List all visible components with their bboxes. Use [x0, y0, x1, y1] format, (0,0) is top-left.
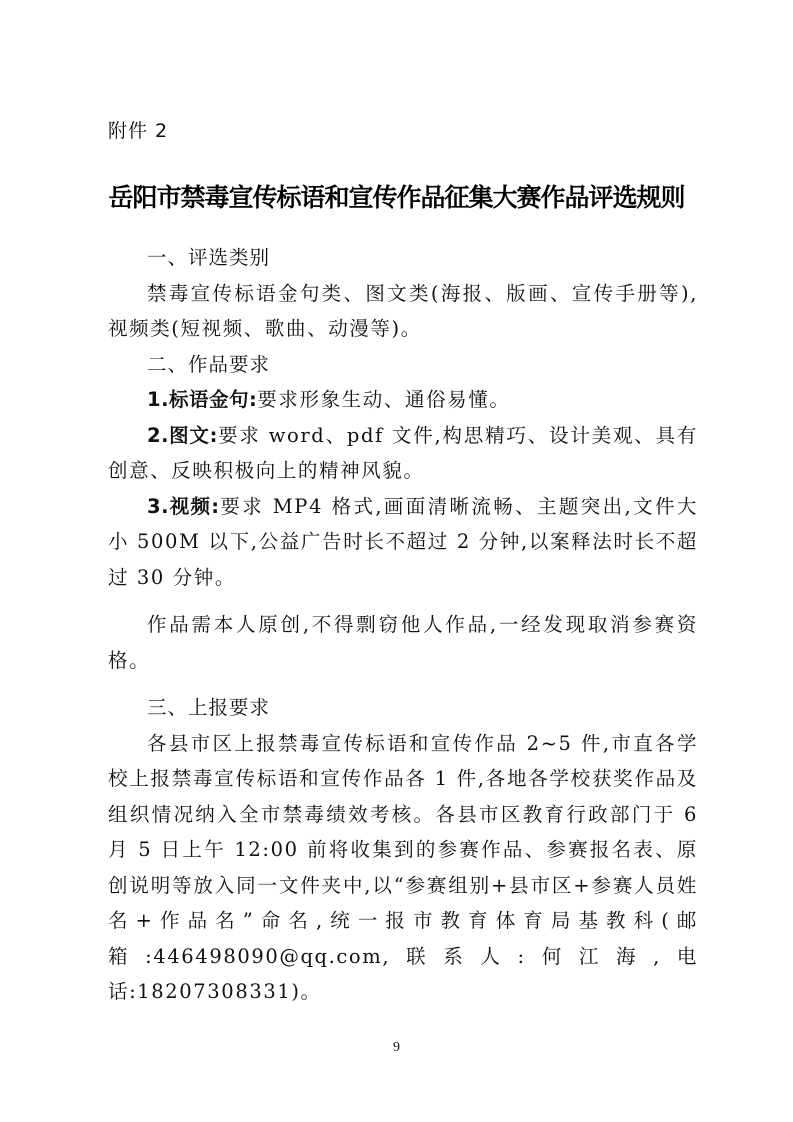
requirement-label-2: 2.图文:	[147, 423, 218, 447]
originality-note: 作品需本人原创,不得剽窃他人作品,一经发现取消参赛资格。	[108, 613, 698, 672]
requirement-label-1: 1.标语金句:	[147, 388, 258, 411]
page-number: 9	[393, 1040, 400, 1055]
document-body	[108, 240, 698, 1010]
section-heading-3: 三、上报要求	[147, 696, 271, 719]
requirement-text-1: 要求形象生动、通俗易懂。	[257, 388, 511, 411]
requirement-item-2	[108, 418, 698, 489]
requirement-text-3: 要求 MP4 格式,画面清晰流畅、主题突出,文件大小 500M 以下,公益广告时长不超过 2 分钟,以案释法时长不超过 30 分钟。	[108, 494, 698, 589]
document-title: 岳阳市禁毒宣传标语和宣传作品征集大赛作品评选规则	[108, 183, 685, 212]
attachment-label: 附件 2	[108, 120, 169, 142]
requirement-text-2: 要求 word、pdf 文件,构思精巧、设计美观、具有创意、反映积极向上的精神风貌。	[108, 423, 698, 482]
section-text-3: 各县市区上报禁毒宣传标语和宣传作品 2~5 件,市直各学校上报禁毒宣传标语和宣传作品各 1 件,各地各学校获奖作品及组织情况纳入全市禁毒绩效考核。各县市区教育行政部门于 6 月 5 日上午 12:00 前将收集到的参赛作品、参赛报名表、原创说明等放入同一文件夹中,以“参赛组别+县市区+参赛人员姓名+作品名”命名,统一报市教育体育局基教科(邮箱:446498090@qq.com,联系人:何江海,电话:18207308331)。	[108, 731, 698, 1003]
requirement-item-1	[108, 382, 698, 418]
requirement-item-3	[108, 489, 698, 596]
requirement-label-3: 3.视频:	[147, 494, 220, 518]
section-text-1: 禁毒宣传标语金句类、图文类(海报、版画、宣传手册等),视频类(短视频、歌曲、动漫等)。	[108, 281, 698, 340]
section-heading-2: 二、作品要求	[147, 352, 271, 376]
section-heading-1: 一、评选类别	[147, 246, 271, 269]
